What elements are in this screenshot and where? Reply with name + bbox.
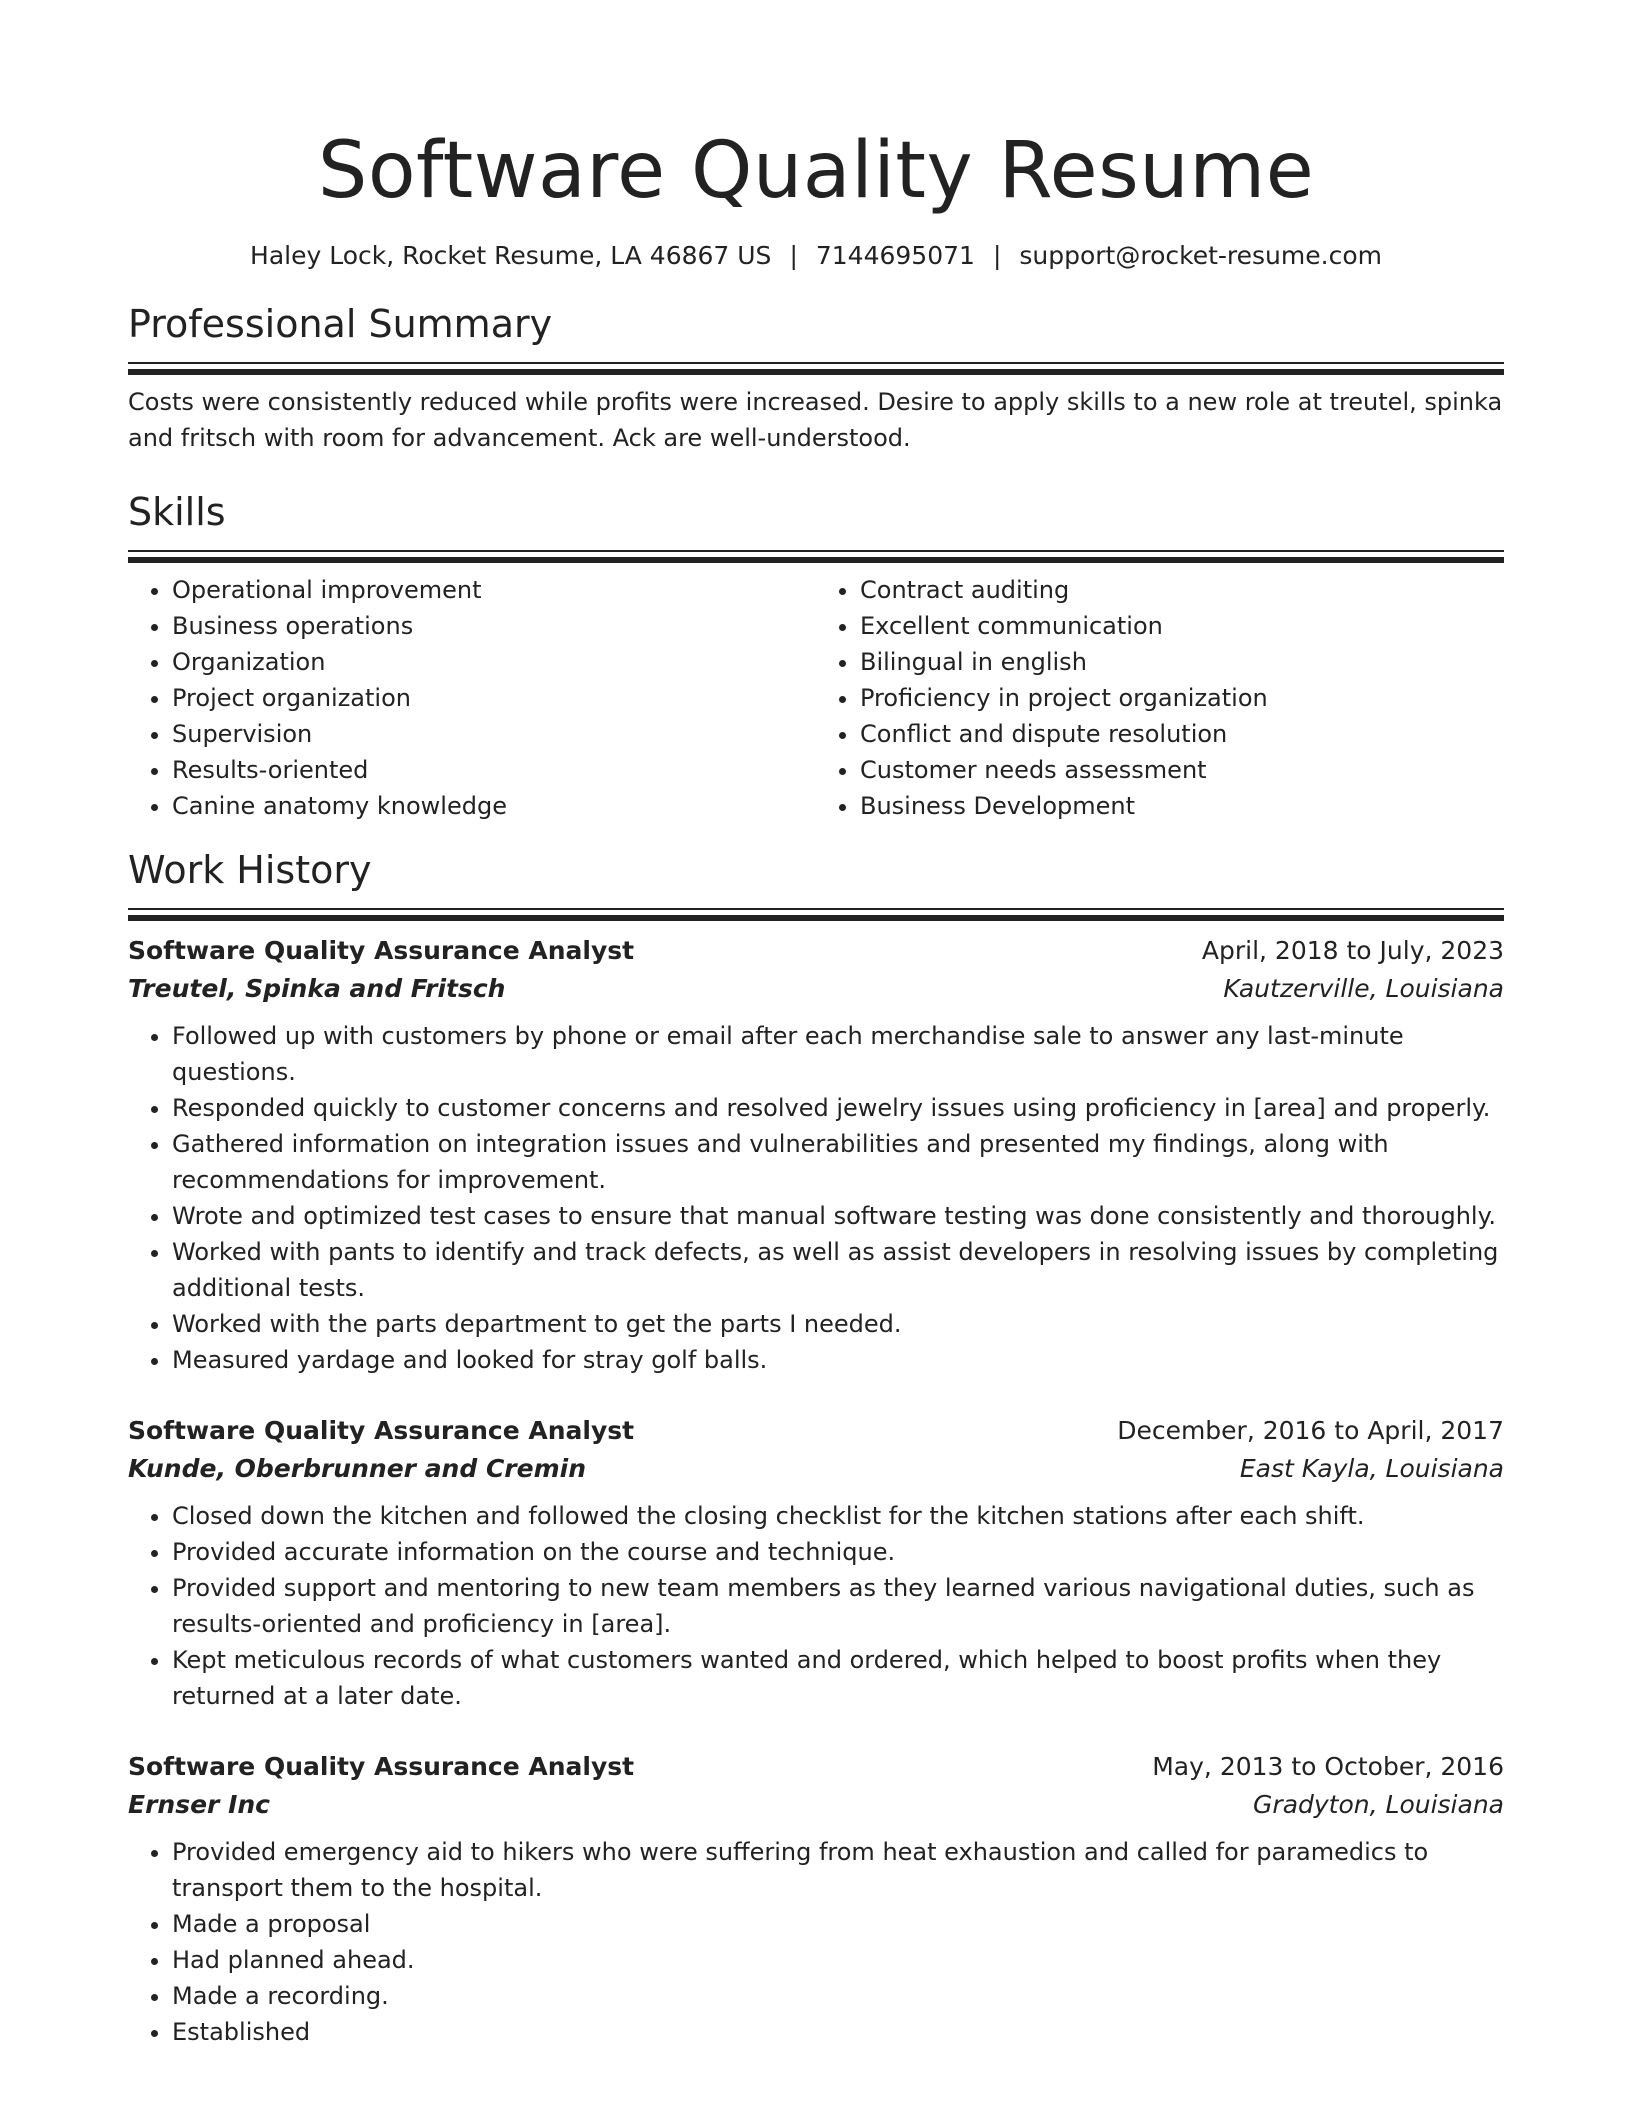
job-bullet: • Gathered information on integration issues and vulnerabilities and presented my findings, along with recommendations for improvement. [172, 1126, 1504, 1198]
skill-item: • Project organization [172, 680, 816, 716]
job-bullet: • Made a proposal [172, 1906, 1504, 1942]
job-location: East Kayla, Louisiana [1239, 1454, 1504, 1483]
skill-item: • Bilingual in english [860, 644, 1504, 680]
job-location: Kautzerville, Louisiana [1223, 974, 1504, 1003]
contact-separator: | [992, 241, 1002, 270]
skill-item: • Contract auditing [860, 572, 1504, 608]
skill-item: • Supervision [172, 716, 816, 752]
job-bullet: • Worked with pants to identify and track defects, as well as assist developers in resolving issues by completing additional tests. [172, 1234, 1504, 1306]
job-title: Software Quality Assurance Analyst [128, 1416, 635, 1445]
skills-list-right [816, 572, 1504, 824]
skill-item: • Business Development [860, 788, 1504, 824]
skill-item: • Organization [172, 644, 816, 680]
job-header-row [128, 1748, 1504, 1786]
job-bullet: • Closed down the kitchen and followed the closing checklist for the kitchen stations after each shift. [172, 1498, 1504, 1534]
job-company: Kunde, Oberbrunner and Cremin [128, 1454, 587, 1483]
skill-item: • Excellent communication [860, 608, 1504, 644]
job-bullet: • Provided emergency aid to hikers who were suffering from heat exhaustion and called for paramedics to transport them to the hospital. [172, 1834, 1504, 1906]
section-divider [128, 362, 1504, 376]
job-entry [128, 932, 1504, 1378]
job-company-row [128, 1786, 1504, 1824]
skills-section [128, 486, 1504, 564]
job-company-row [128, 1450, 1504, 1488]
job-bullets [128, 1018, 1504, 1378]
job-bullet: • Measured yardage and looked for stray golf balls. [172, 1342, 1504, 1378]
contact-line [128, 238, 1504, 274]
job-bullet: • Made a recording. [172, 1978, 1504, 2014]
job-bullet: • Had planned ahead. [172, 1942, 1504, 1978]
job-location: Gradyton, Louisiana [1253, 1790, 1504, 1819]
skill-item: • Business operations [172, 608, 816, 644]
resume-title: Software Quality Resume [317, 126, 1315, 216]
job-bullets [128, 1834, 1504, 2050]
skill-item: • Customer needs assessment [860, 752, 1504, 788]
job-bullet: • Provided support and mentoring to new team members as they learned various navigational duties, such as results-oriented and proficiency in [area]. [172, 1570, 1504, 1642]
summary-section [128, 298, 1504, 376]
job-bullet: • Followed up with customers by phone or email after each merchandise sale to answer any last-minute questions. [172, 1018, 1504, 1090]
skill-item: • Results-oriented [172, 752, 816, 788]
resume-page [128, 0, 1504, 2050]
section-divider [128, 908, 1504, 922]
job-header-row [128, 1412, 1504, 1450]
job-bullet: • Established [172, 2014, 1504, 2050]
job-company-row [128, 970, 1504, 1008]
job-title: Software Quality Assurance Analyst [128, 1752, 635, 1781]
section-title-summary: Professional Summary [128, 302, 553, 346]
job-bullet: • Worked with the parts department to get the parts I needed. [172, 1306, 1504, 1342]
contact-address: Haley Lock, Rocket Resume, LA 46867 US [250, 241, 772, 270]
job-header-row [128, 932, 1504, 970]
job-company: Ernser Inc [128, 1790, 270, 1819]
job-bullet: • Kept meticulous records of what customers wanted and ordered, which helped to boost profits when they returned at a later date. [172, 1642, 1504, 1714]
contact-phone: 7144695071 [815, 241, 975, 270]
job-dates: April, 2018 to July, 2023 [1201, 936, 1504, 965]
skills-list-left [128, 572, 816, 824]
summary-text: Costs were consistently reduced while profits were increased. Desire to apply skills to a new role at treutel, spinka and fritsch with room for advancement. Ack are well-understood. [128, 388, 1503, 452]
job-dates: December, 2016 to April, 2017 [1117, 1416, 1504, 1445]
job-bullet: • Responded quickly to customer concerns and resolved jewelry issues using proficiency in [area] and properly. [172, 1090, 1504, 1126]
skills-columns [128, 572, 1504, 824]
skill-item: • Canine anatomy knowledge [172, 788, 816, 824]
job-entry [128, 1412, 1504, 1714]
section-title-skills: Skills [128, 490, 226, 534]
contact-email: support@rocket-resume.com [1019, 241, 1382, 270]
skill-item: • Conflict and dispute resolution [860, 716, 1504, 752]
job-title: Software Quality Assurance Analyst [128, 936, 635, 965]
contact-separator: | [789, 241, 798, 270]
section-divider [128, 550, 1504, 564]
job-bullet: • Wrote and optimized test cases to ensure that manual software testing was done consistently and thoroughly. [172, 1198, 1504, 1234]
skill-item: • Operational improvement [172, 572, 816, 608]
job-dates: May, 2013 to October, 2016 [1152, 1752, 1504, 1781]
job-bullet: • Provided accurate information on the course and technique. [172, 1534, 1504, 1570]
job-company: Treutel, Spinka and Fritsch [128, 974, 506, 1003]
job-entry [128, 1748, 1504, 2050]
section-title-work: Work History [128, 848, 372, 892]
work-history-list [128, 932, 1504, 2050]
skill-item: • Proficiency in project organization [860, 680, 1504, 716]
job-bullets [128, 1498, 1504, 1714]
work-section [128, 844, 1504, 922]
